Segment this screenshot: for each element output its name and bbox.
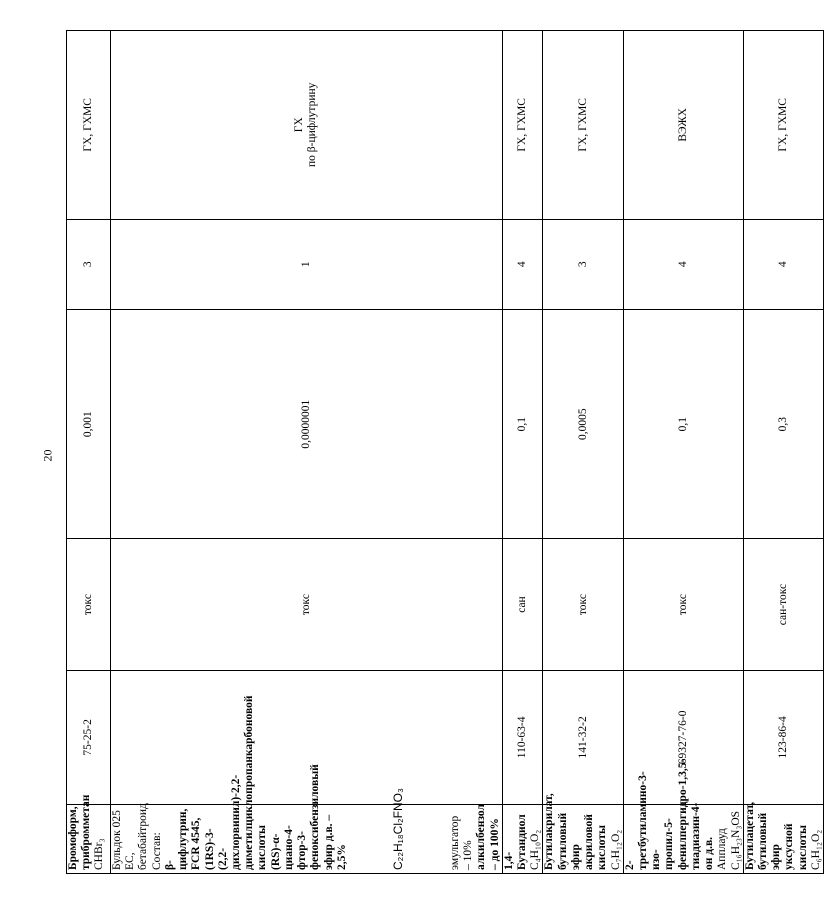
substance-formula: CHBr₃ bbox=[93, 838, 106, 870]
value-cell: 0,3 bbox=[743, 309, 823, 539]
solvent-line: алкилбензол – до 100% bbox=[475, 804, 501, 870]
substance-trade-name: Апплауд bbox=[716, 828, 729, 870]
table-row bbox=[111, 31, 503, 874]
substance-name: Бромоформ, трибромметан bbox=[67, 794, 93, 870]
class-cell: токс bbox=[111, 539, 503, 670]
hazard-cell: 1 bbox=[111, 219, 503, 309]
product-name: Бульдок 025 ЕС, бетабайтроид bbox=[111, 803, 150, 870]
substance-formula: C₇H₁₂O₂ bbox=[609, 829, 622, 870]
substance-name: Бутилацетат, бутиловый эфир уксусной кислоты bbox=[743, 801, 809, 870]
page-number: 20 bbox=[40, 449, 55, 462]
substance-cell bbox=[111, 695, 503, 874]
class-cell: токс bbox=[623, 539, 743, 670]
table-row bbox=[623, 31, 743, 874]
emulsifier-line: эмульгатор – 10% bbox=[448, 815, 475, 870]
method-cell bbox=[111, 31, 503, 220]
hazard-cell: 4 bbox=[623, 219, 743, 309]
cas-cell: 69327-76-0 bbox=[623, 670, 743, 804]
method-text: ГХ bbox=[293, 117, 306, 133]
method-note: по β-цифлутрину bbox=[306, 82, 319, 168]
substance-formula: C₁₆H₂₃N₃OS bbox=[729, 810, 742, 870]
class-cell: токс bbox=[543, 539, 623, 670]
ingredient-formula: C₂₂H₁₈Cl₂FNO₃ bbox=[391, 788, 406, 870]
table-row bbox=[502, 31, 543, 874]
substance-formula: C₆H₁₂O₂ bbox=[809, 829, 822, 870]
table-row bbox=[67, 31, 111, 874]
cas-cell: 141-32-2 bbox=[543, 670, 623, 804]
hazard-cell: 3 bbox=[67, 219, 111, 309]
class-cell: сан-токс bbox=[743, 539, 823, 670]
substance-formula: C₄H₁₀O₂ bbox=[529, 829, 542, 870]
class-cell: сан bbox=[502, 539, 543, 670]
method-cell: ВЭЖХ bbox=[623, 31, 743, 220]
substance-cell bbox=[67, 794, 111, 874]
active-ingredient: β-цифлутрин, FCR 4545, (1RS)-3-(2,2-дихлорвинил)-2,2-диметилциклопропанкарбоновой кислоты (RS)-α-циано-4-фтор-3-феноксибензиловый эфир д.в. – 2,5% bbox=[163, 695, 348, 870]
value-cell: 0,0000001 bbox=[111, 309, 503, 539]
hazard-cell: 4 bbox=[743, 219, 823, 309]
substance-name: 1,4-Бутандиол bbox=[502, 814, 529, 870]
cas-cell: 75-25-2 bbox=[67, 670, 111, 804]
table-row bbox=[543, 31, 623, 874]
table-row bbox=[743, 31, 823, 874]
rotated-table-container bbox=[66, 30, 822, 874]
value-cell: 0,1 bbox=[623, 309, 743, 539]
cas-cell bbox=[111, 670, 503, 804]
value-cell: 0,1 bbox=[502, 309, 543, 539]
method-cell: ГХ, ГХМС bbox=[502, 31, 543, 220]
cas-cell: 110-63-4 bbox=[502, 670, 543, 804]
cas-cell: 123-86-4 bbox=[743, 670, 823, 804]
class-cell: токс bbox=[67, 539, 111, 670]
composition-label: Состав: bbox=[150, 832, 163, 870]
substance-cell bbox=[743, 801, 823, 874]
hazard-cell: 4 bbox=[502, 219, 543, 309]
value-cell: 0,001 bbox=[67, 309, 111, 539]
method-cell: ГХ, ГХМС bbox=[743, 31, 823, 220]
value-cell: 0,0005 bbox=[543, 309, 623, 539]
substance-table bbox=[66, 30, 824, 874]
substance-cell bbox=[623, 758, 743, 874]
substance-cell bbox=[543, 793, 623, 874]
substance-name: Бутилакрилат, бутиловый эфир акриловой кислоты bbox=[543, 793, 609, 870]
substance-name: 2-третбутиламино-3-изо-пропил-5-фенилпергидро-1,3,5-тиадиазин-4-он д.в. bbox=[623, 758, 716, 870]
method-cell: ГХ, ГХМС bbox=[543, 31, 623, 220]
substance-cell bbox=[502, 805, 543, 874]
method-cell: ГХ, ГХМС bbox=[67, 31, 111, 220]
hazard-cell: 3 bbox=[543, 219, 623, 309]
